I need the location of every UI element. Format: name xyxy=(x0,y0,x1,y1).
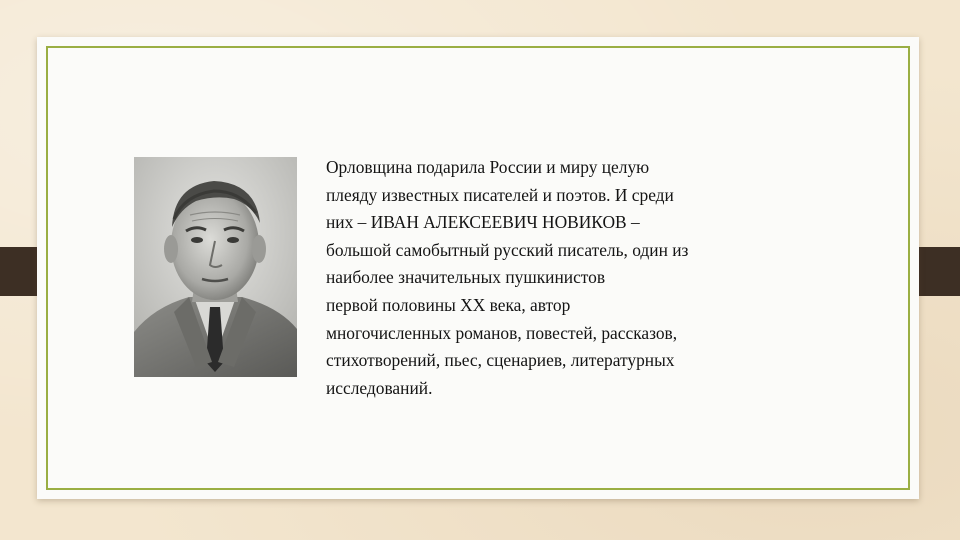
portrait-photo xyxy=(134,157,297,377)
slide-card xyxy=(37,37,919,499)
slide-body-text: Орловщина подарила России и миру целую плеяду известных писателей и поэтов. И среди них – ИВАН АЛЕКСЕЕВИЧ НОВИКОВ – большой самобытный русский писатель, один из наиболее значительных пушкинистов первой половины XX века, автор многочисленных романов, повестей, рассказов, стихотворений, пьес, сценариев, литературных исследований. xyxy=(326,157,689,398)
